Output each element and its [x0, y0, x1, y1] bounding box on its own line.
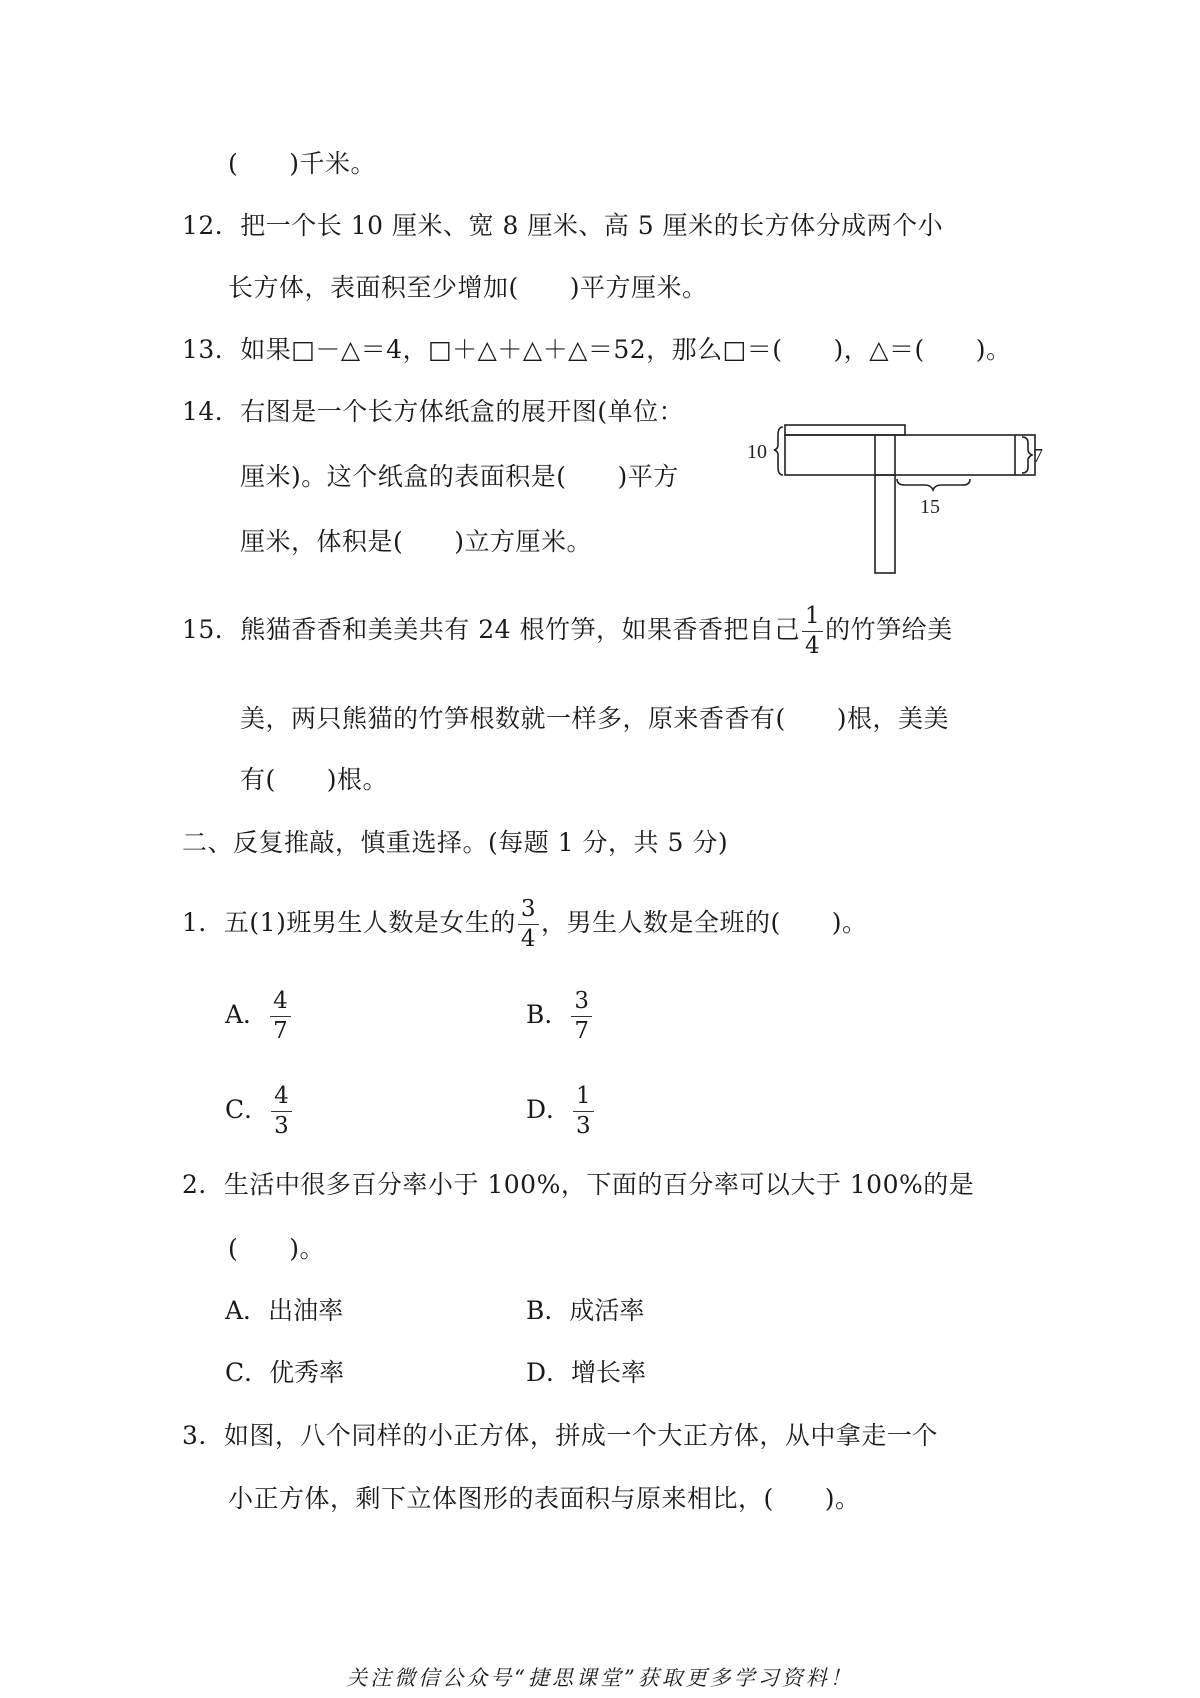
option-label: D．	[526, 1095, 572, 1124]
fraction-denominator: 7	[574, 1018, 590, 1044]
option-text: 优秀率	[269, 1358, 345, 1387]
s2q1-pre: 1．五(1)班男生人数是女生的	[182, 908, 516, 937]
s2q1-option-c[interactable]	[225, 1085, 294, 1138]
q15-line1-pre: 15．熊猫香香和美美共有 24 根竹笋，如果香香把自己	[182, 615, 801, 644]
option-text: 出油率	[268, 1296, 344, 1325]
q12-line2: 长方体，表面积至少增加( )平方厘米。	[228, 273, 708, 302]
q15-line3: 有( )根。	[240, 765, 389, 794]
option-text: 增长率	[571, 1358, 647, 1387]
s2q2-line1: 2．生活中很多百分率小于 100%，下面的百分率可以大于 100%的是	[182, 1170, 975, 1199]
q15-line1-post: 的竹笋给美	[825, 615, 953, 644]
net-top-flap	[785, 425, 905, 435]
s2q2-option-a[interactable]	[225, 1294, 343, 1328]
option-fraction	[571, 990, 592, 1043]
brace-left	[774, 427, 783, 475]
fraction-denominator: 4	[805, 633, 821, 659]
s2q1-option-d[interactable]	[526, 1085, 596, 1138]
q14-line3: 厘米，体积是( )立方厘米。	[240, 527, 593, 556]
q15-line1	[182, 605, 953, 658]
s2q1-option-a[interactable]	[225, 990, 293, 1043]
fraction-denominator: 3	[576, 1113, 591, 1139]
fraction-denominator: 4	[520, 926, 536, 952]
net-label-7: 7	[1033, 445, 1043, 467]
s2q1-line	[182, 898, 867, 951]
fraction-numerator: 3	[571, 990, 592, 1017]
q15-line2: 美，两只熊猫的竹笋根数就一样多，原来香香有( )根，美美	[240, 704, 950, 733]
s2q2-option-d[interactable]	[526, 1356, 646, 1390]
option-label: A．	[225, 1296, 269, 1325]
fraction-numerator: 1	[802, 605, 823, 632]
option-label: C．	[225, 1358, 270, 1387]
option-fraction	[271, 1085, 292, 1138]
net-label-15: 15	[920, 496, 940, 518]
option-text: 成活率	[569, 1296, 645, 1325]
fraction-denominator: 3	[274, 1113, 289, 1139]
footer-note: 关注微信公众号“捷思课堂”获取更多学习资料！	[346, 1666, 854, 1690]
net-label-10: 10	[747, 441, 767, 463]
box-net-figure	[745, 415, 1043, 575]
q11-tail: ( )千米。	[228, 149, 377, 178]
fraction-numerator: 4	[271, 1085, 292, 1112]
option-fraction	[573, 1085, 594, 1138]
s2q2-line2: ( )。	[228, 1234, 326, 1263]
option-fraction	[270, 990, 291, 1043]
section2-title: 二、反复推敲，慎重选择。(每题 1 分，共 5 分)	[182, 828, 729, 857]
fraction-denominator: 7	[273, 1018, 288, 1044]
fraction-numerator: 4	[270, 990, 291, 1017]
fraction-one-quarter	[802, 605, 823, 658]
fraction-numerator: 1	[573, 1085, 594, 1112]
fraction-numerator: 3	[518, 898, 539, 925]
s2q2-option-c[interactable]	[225, 1356, 344, 1390]
q13-line: 13．如果□－△＝4，□＋△＋△＋△＝52，那么□＝( )，△＝( )。	[182, 335, 1012, 364]
brace-bottom	[897, 479, 970, 490]
fraction-three-quarters	[518, 898, 539, 951]
net-main-strip	[785, 435, 1035, 475]
option-label: C．	[225, 1095, 270, 1124]
s2q2-option-b[interactable]	[526, 1294, 644, 1328]
s2q1-option-b[interactable]	[526, 990, 594, 1043]
option-label: D．	[526, 1358, 572, 1387]
s2q3-line1: 3．如图，八个同样的小正方体，拼成一个大正方体，从中拿走一个	[182, 1421, 938, 1450]
brace-right	[1022, 437, 1032, 473]
q14-line2: 厘米)。这个纸盒的表面积是( )平方	[240, 462, 679, 491]
s2q3-line2: 小正方体，剩下立体图形的表面积与原来相比，( )。	[228, 1484, 861, 1513]
option-label: B．	[526, 1296, 570, 1325]
q12-line1: 12．把一个长 10 厘米、宽 8 厘米、高 5 厘米的长方体分成两个小	[182, 211, 944, 240]
option-label: A．	[225, 1000, 269, 1029]
s2q1-post: ，男生人数是全班的( )。	[540, 908, 868, 937]
option-label: B．	[526, 1000, 570, 1029]
q14-line1: 14．右图是一个长方体纸盒的展开图(单位：	[182, 397, 685, 426]
net-bottom-strip	[875, 475, 895, 573]
